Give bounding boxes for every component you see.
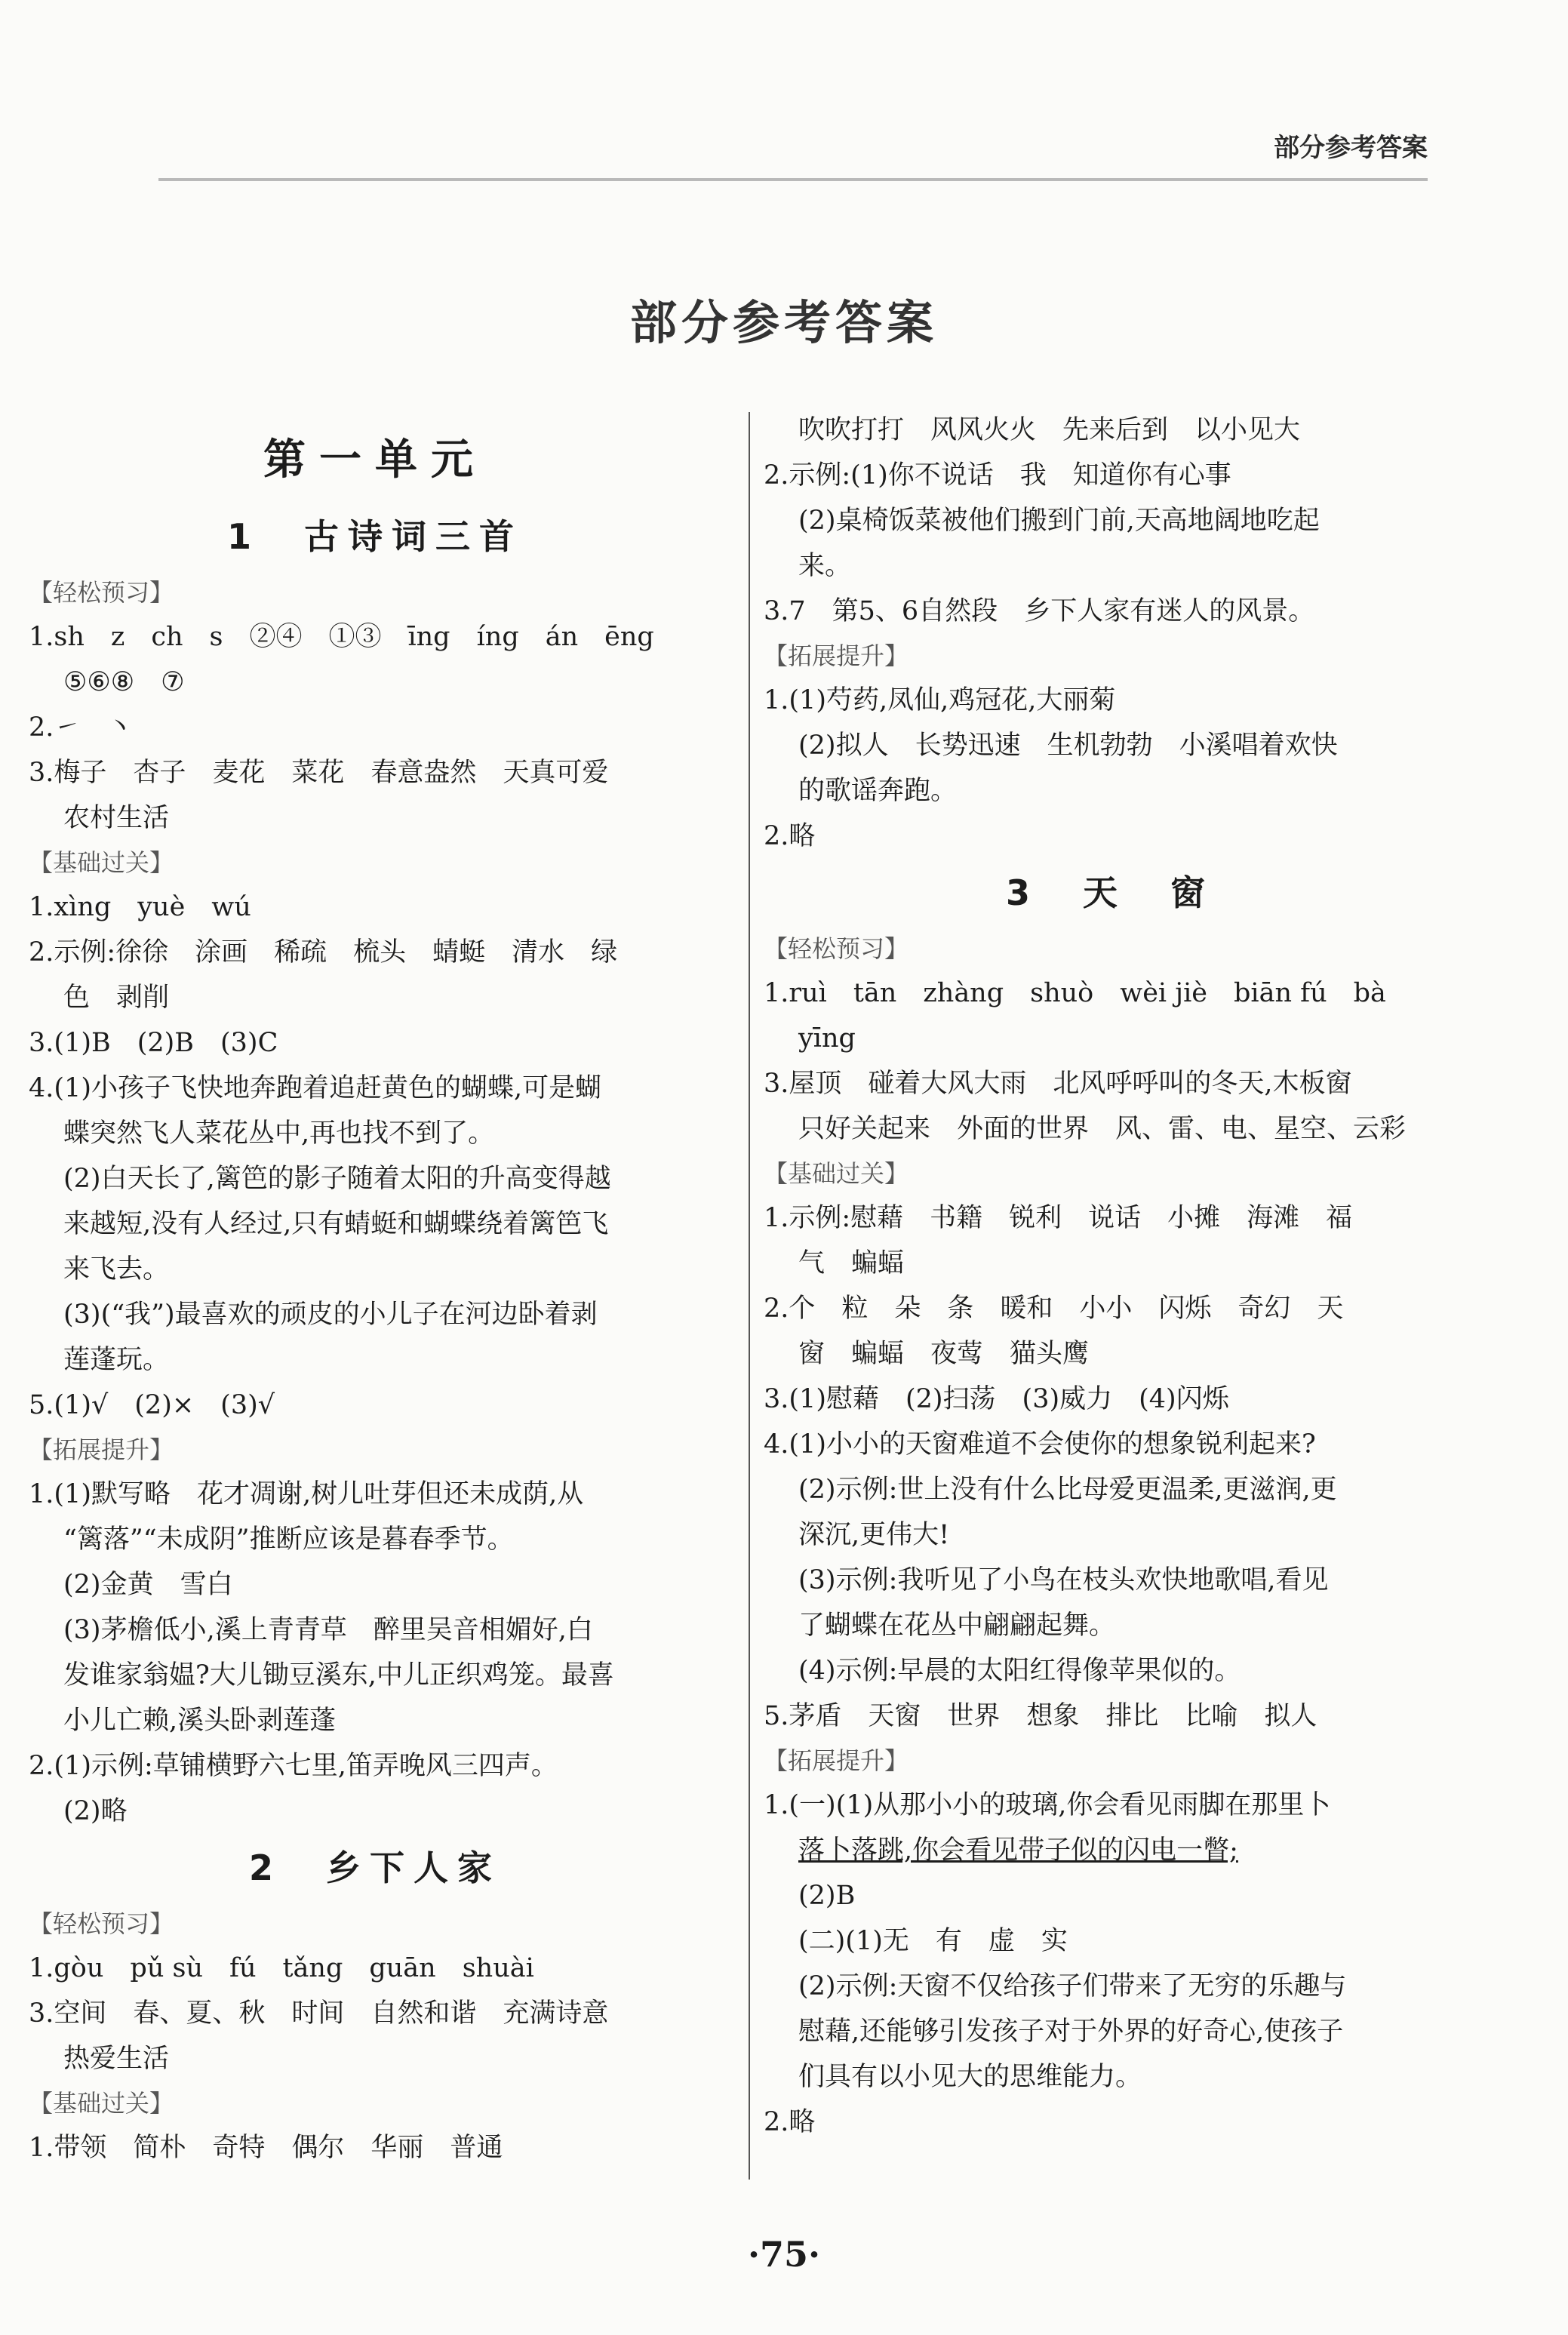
section-heading: 【轻松预习】 (29, 578, 174, 607)
answer-line: 蝶突然飞人菜花丛中,再也找不到了。 (63, 1118, 495, 1149)
section-heading: 【基础过关】 (29, 2089, 174, 2118)
section-heading: 【基础过关】 (764, 1159, 909, 1188)
answer-line: 3.(1)慰藉 (2)扫荡 (3)威力 (4)闪烁 (764, 1384, 1229, 1414)
answer-line: 3.(1)B (2)B (3)C (29, 1028, 278, 1058)
answer-line: 小儿亡赖,溪头卧剥莲蓬 (63, 1706, 337, 1736)
answer-line: 色 剥削 (63, 983, 170, 1013)
lesson-3-title: 3 天 窗 (1005, 872, 1214, 913)
answer-line: 5.茅盾 天窗 世界 想象 排比 比喻 拟人 (764, 1701, 1317, 1731)
answer-line: 气 蝙蝠 (798, 1248, 905, 1278)
lesson-2-title: 2 乡下人家 (248, 1847, 501, 1888)
answer-line: 2.略 (764, 821, 816, 851)
answer-line: 1.(一)(1)从那小小的玻璃,你会看见雨脚在那里卜 (764, 1790, 1331, 1820)
answer-line: 3.7 第5、6自然段 乡下人家有迷人的风景。 (764, 596, 1315, 626)
section-heading: 【拓展提升】 (29, 1435, 174, 1464)
answer-line: 了蝴蝶在花丛中翩翩起舞。 (798, 1611, 1116, 1641)
answer-line: (二)(1)无 有 虚 实 (798, 1926, 1068, 1956)
answer-line: (2)略 (63, 1796, 128, 1826)
answer-line: 来越短,没有人经过,只有蜻蜓和蝴蝶绕着篱笆飞 (63, 1209, 609, 1239)
answer-line: 发谁家翁媪?大儿锄豆溪东,中儿正织鸡笼。最喜 (63, 1660, 614, 1690)
answer-line: (4)示例:早晨的太阳红得像苹果似的。 (798, 1656, 1241, 1686)
answer-line: 5.(1)√ (2)× (3)√ (29, 1390, 275, 1420)
section-heading: 【轻松预习】 (764, 934, 909, 963)
answer-line: 1.xìng yuè wú (29, 892, 251, 922)
answer-line: 深沉,更伟大! (798, 1520, 950, 1550)
section-heading: 【拓展提升】 (764, 1746, 909, 1775)
answer-line: 4.(1)小孩子飞快地奔跑着追赶黄色的蝴蝶,可是蝴 (29, 1073, 602, 1103)
answer-line: ⑤⑥⑧ ⑦ (63, 667, 185, 697)
page-number: ·75· (747, 2234, 821, 2275)
unit-title: 第一单元 (263, 435, 487, 485)
answer-line: 来。 (798, 551, 852, 581)
answer-line: 窗 蝙蝠 夜莺 猫头鹰 (798, 1339, 1090, 1369)
page-title: 部分参考答案 (629, 295, 938, 350)
answer-line: 4.(1)小小的天窗难道不会使你的想象锐利起来? (764, 1429, 1316, 1460)
answer-line: 只好关起来 外面的世界 风、雷、电、星空、云彩 (798, 1114, 1407, 1144)
section-heading: 【拓展提升】 (764, 641, 909, 670)
answer-line: (2)金黄 雪白 (63, 1570, 233, 1600)
answer-line: (3)(“我”)最喜欢的顽皮的小儿子在河边卧着剥 (63, 1300, 598, 1330)
header-rule (158, 178, 1428, 181)
answer-line: 3.屋顶 碰着大风大雨 北风呼呼叫的冬天,木板窗 (764, 1069, 1352, 1099)
answer-line: 莲蓬玩。 (63, 1345, 170, 1375)
column-divider (749, 412, 750, 2180)
section-heading: 【基础过关】 (29, 848, 174, 877)
answer-line: 的歌谣奔跑。 (798, 776, 958, 806)
answer-line: 1.ruì tān zhàng shuò wèi jiè biān fú bà (764, 978, 1386, 1008)
lesson-1-title: 1 古诗词三首 (226, 516, 523, 557)
answer-line: 1.(1)默写略 花才凋谢,树儿吐芽但还未成荫,从 (29, 1479, 584, 1509)
answer-line: 2.㇀ 丶 (29, 712, 134, 743)
answer-line: (2)B (798, 1881, 856, 1911)
answer-line: 1.带领 简朴 奇特 偶尔 华丽 普通 (29, 2133, 503, 2163)
answer-line: 2.(1)示例:草铺横野六七里,笛弄晚风三四声。 (29, 1751, 558, 1781)
answer-line: 1.sh z ch s ②④ ①③ īng íng án ēng (29, 622, 654, 652)
answer-line: (2)白天长了,篱笆的影子随着太阳的升高变得越 (63, 1164, 611, 1194)
answer-line: (3)茅檐低小,溪上青青草 醉里吴音相媚好,白 (63, 1615, 593, 1645)
left-column (29, 423, 721, 2170)
answer-line: 农村生活 (63, 803, 170, 833)
answer-line: (2)桌椅饭菜被他们搬到门前,天高地阔地吃起 (798, 506, 1320, 536)
section-heading: 【轻松预习】 (29, 1909, 174, 1938)
answer-line: 2.略 (764, 2107, 816, 2137)
answer-line: (2)拟人 长势迅速 生机勃勃 小溪唱着欢快 (798, 731, 1338, 761)
answer-line: (3)示例:我听见了小鸟在枝头欢快地歌唱,看见 (798, 1565, 1329, 1595)
answer-line: 1.示例:慰藉 书籍 锐利 说话 小摊 海滩 福 (764, 1203, 1353, 1233)
answer-line: 们具有以小见大的思维能力。 (798, 2062, 1142, 2092)
answer-line: (2)示例:世上没有什么比母爱更温柔,更滋润,更 (798, 1475, 1337, 1505)
answer-line: 1.gòu pǔ sù fú tǎng guān shuài (29, 1953, 534, 1983)
running-header: 部分参考答案 (1274, 133, 1428, 163)
right-column (764, 408, 1456, 2145)
answer-line: 3.梅子 杏子 麦花 菜花 春意盎然 天真可爱 (29, 758, 609, 788)
answer-line: 来飞去。 (63, 1254, 170, 1284)
answer-line: 热爱生活 (63, 2044, 170, 2074)
answer-line: 2.个 粒 朵 条 暖和 小小 闪烁 奇幻 天 (764, 1294, 1344, 1324)
answer-line: 1.(1)芍药,凤仙,鸡冠花,大丽菊 (764, 685, 1116, 715)
answer-line: 吹吹打打 风风火火 先来后到 以小见大 (798, 415, 1301, 445)
answer-line: 2.示例:(1)你不说话 我 知道你有心事 (764, 460, 1231, 491)
answer-line: 慰藉,还能够引发孩子对于外界的好奇心,使孩子 (798, 2017, 1344, 2047)
answer-line: yīng (798, 1023, 856, 1054)
answer-line: 落卜落跳,你会看见带子似的闪电一瞥; (798, 1835, 1238, 1866)
answer-line: “篱落”“未成阴”推断应该是暮春季节。 (63, 1524, 514, 1555)
answer-line: 3.空间 春、夏、秋 时间 自然和谐 充满诗意 (29, 1998, 609, 2029)
answer-line: 2.示例:徐徐 涂画 稀疏 梳头 蜻蜓 清水 绿 (29, 937, 618, 968)
answer-line: (2)示例:天窗不仅给孩子们带来了无穷的乐趣与 (798, 1971, 1347, 2001)
